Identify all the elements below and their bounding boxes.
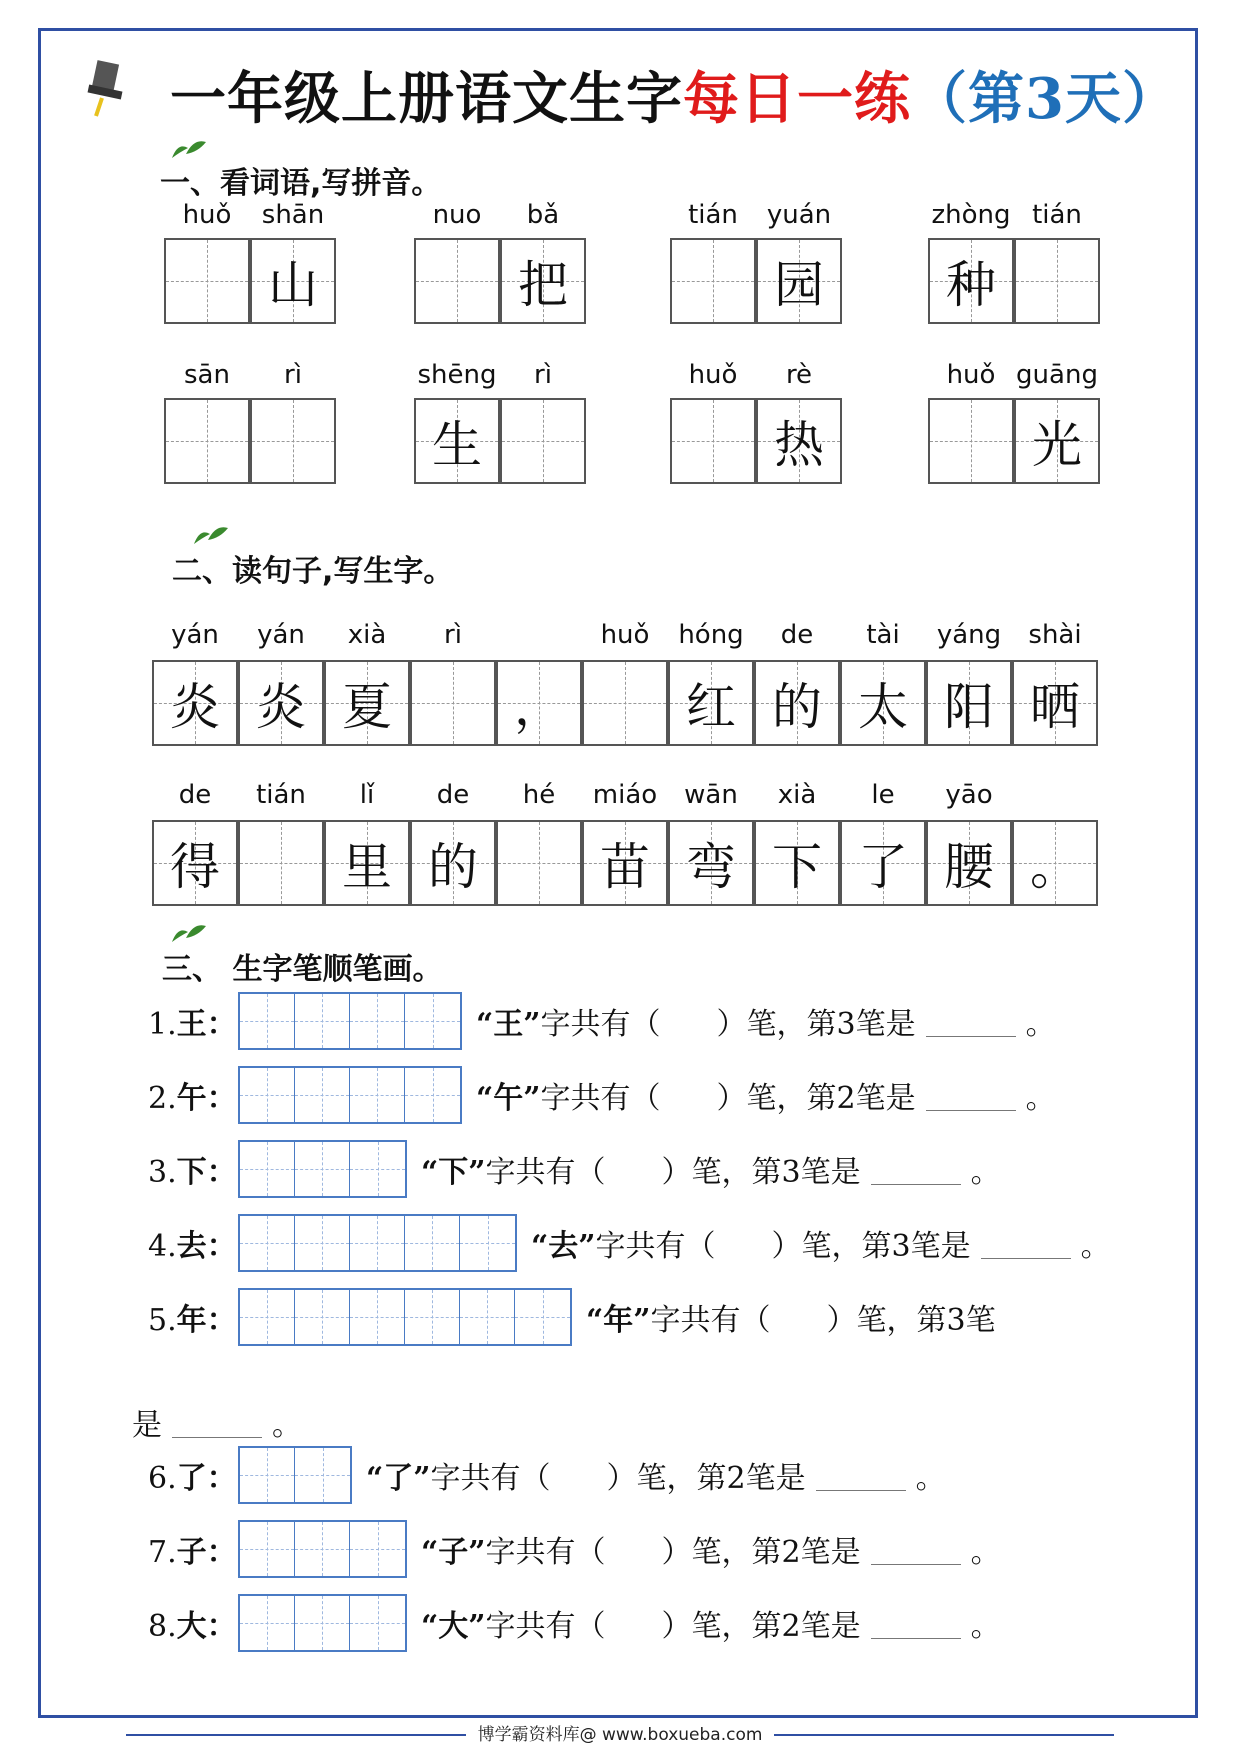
stroke-question	[148, 1520, 1001, 1578]
tianzige-cell[interactable]	[410, 660, 496, 746]
tianzige-cell[interactable]	[1012, 660, 1098, 746]
stroke-writing-grid[interactable]	[238, 1066, 462, 1124]
stroke-question	[148, 1288, 996, 1346]
question-number: 3.下：	[148, 1155, 237, 1190]
tianzige-cell[interactable]	[928, 238, 1014, 324]
tianzige-cell[interactable]	[582, 660, 668, 746]
tianzige-cell[interactable]	[500, 238, 586, 324]
question-number: 8.大：	[148, 1609, 237, 1644]
stroke-cell[interactable]	[295, 1142, 350, 1196]
tianzige-cell[interactable]	[152, 660, 238, 746]
cell-character: 园	[774, 256, 824, 314]
stroke-cell[interactable]	[405, 994, 460, 1048]
cell-character: 得	[170, 838, 220, 896]
pinyin-label: huǒ	[600, 620, 650, 650]
pinyin-label: xià	[777, 780, 817, 810]
quoted-character: “去”	[531, 1229, 596, 1264]
tianzige-cell[interactable]	[928, 398, 1014, 484]
pinyin-label: yāo	[945, 780, 993, 810]
question-text: 字共有（	[540, 1007, 661, 1042]
question-text: 字共有（	[485, 1535, 606, 1570]
pinyin-label: xià	[347, 620, 387, 650]
cell-character: ，	[514, 678, 564, 736]
stroke-cell[interactable]	[240, 1216, 295, 1270]
question-text: 字共有（	[650, 1303, 771, 1338]
stroke-writing-grid[interactable]	[238, 1214, 517, 1272]
section3-heading: 三、 生字笔顺笔画。	[162, 952, 443, 987]
tianzige-cell[interactable]	[670, 398, 756, 484]
tianzige-cell[interactable]	[926, 820, 1012, 906]
tianzige-cell[interactable]	[414, 238, 500, 324]
cell-character: 生	[432, 416, 482, 474]
cell-character: 把	[518, 256, 568, 314]
stroke-writing-grid[interactable]	[238, 992, 462, 1050]
answer-blank[interactable]	[981, 1228, 1071, 1259]
cell-character	[502, 400, 584, 482]
stroke-cell[interactable]	[460, 1216, 515, 1270]
stroke-cell[interactable]	[460, 1290, 515, 1344]
question-text: ）笔，第2笔是	[606, 1461, 806, 1496]
pinyin-label: shān	[261, 200, 325, 230]
question-number: 2.午：	[148, 1081, 237, 1116]
pinyin-label: miáo	[592, 780, 658, 810]
cell-character	[672, 400, 754, 482]
tianzige-cell[interactable]	[668, 820, 754, 906]
tianzige-cell[interactable]	[840, 660, 926, 746]
stroke-cell[interactable]	[295, 1290, 350, 1344]
question-text: 字共有（	[485, 1609, 606, 1644]
answer-blank[interactable]	[816, 1460, 906, 1491]
cell-character: 的	[772, 678, 822, 736]
stroke-question	[148, 1214, 1111, 1272]
quoted-character: “年”	[586, 1303, 651, 1338]
quoted-character: “下”	[421, 1155, 486, 1190]
stroke-cell[interactable]	[240, 1448, 295, 1502]
cell-character: 红	[686, 678, 736, 736]
cell-character: 炎	[170, 678, 220, 736]
stroke-question	[148, 992, 1056, 1050]
pinyin-label: huǒ	[946, 360, 996, 390]
tianzige-cell[interactable]	[324, 660, 410, 746]
question-end: 。	[970, 1609, 1001, 1644]
stroke-writing-grid[interactable]	[238, 1520, 407, 1578]
question-number: 6.了：	[148, 1461, 237, 1496]
question-text: 字共有（	[595, 1229, 716, 1264]
question-text: ）笔，第2笔是	[716, 1081, 916, 1116]
stroke-cell[interactable]	[295, 1216, 350, 1270]
stroke-cell[interactable]	[295, 994, 350, 1048]
cell-character	[584, 662, 666, 744]
tianzige-cell[interactable]	[238, 820, 324, 906]
stroke-cell[interactable]	[350, 1596, 405, 1650]
stroke-cell[interactable]	[240, 1290, 295, 1344]
quoted-character: “子”	[421, 1535, 486, 1570]
stroke-cell[interactable]	[240, 1068, 295, 1122]
question-end: 。	[970, 1155, 1001, 1190]
tianzige-cell[interactable]	[496, 820, 582, 906]
pinyin-label: wān	[684, 780, 738, 810]
pinyin-label: yán	[171, 620, 219, 650]
tianzige-cell[interactable]	[496, 660, 582, 746]
tianzige-cell[interactable]	[582, 820, 668, 906]
stroke-cell[interactable]	[295, 1596, 350, 1650]
question-end: 。	[915, 1461, 946, 1496]
pinyin-label: hóng	[678, 620, 744, 650]
answer-blank[interactable]	[871, 1534, 961, 1565]
question-number: 5.年：	[148, 1303, 237, 1338]
pinyin-label: yuán	[766, 200, 832, 230]
pushpin-icon	[80, 58, 130, 118]
tianzige-cell[interactable]	[1012, 820, 1098, 906]
cell-character: 热	[774, 416, 824, 474]
pinyin-label: rè	[785, 360, 813, 390]
stroke-cell[interactable]	[405, 1290, 460, 1344]
question-text: ）笔，第2笔是	[661, 1535, 861, 1570]
quoted-character: “大”	[421, 1609, 486, 1644]
question-number: 4.去：	[148, 1229, 237, 1264]
answer-blank[interactable]	[172, 1407, 262, 1438]
question-text: 字共有（	[540, 1081, 661, 1116]
cell-character: 了	[858, 838, 908, 896]
cell-character: 夏	[342, 678, 392, 736]
tianzige-cell[interactable]	[324, 820, 410, 906]
answer-blank[interactable]	[871, 1608, 961, 1639]
stroke-cell[interactable]	[350, 1522, 405, 1576]
pinyin-label: lǐ	[359, 780, 375, 810]
pinyin-label: rì	[284, 360, 302, 390]
pinyin-label: hé	[522, 780, 556, 810]
pinyin-label: tián	[1032, 200, 1082, 230]
leaf-icon	[168, 922, 208, 944]
question-end: 。	[970, 1535, 1001, 1570]
pinyin-label: tián	[256, 780, 306, 810]
pinyin-label: sān	[184, 360, 230, 390]
pinyin-label: yán	[257, 620, 305, 650]
cell-character	[416, 240, 498, 322]
tianzige-cell[interactable]	[152, 820, 238, 906]
stroke-cell[interactable]	[350, 1216, 405, 1270]
stroke-cell[interactable]	[350, 1290, 405, 1344]
stroke-writing-grid[interactable]	[238, 1594, 407, 1652]
pinyin-label: de	[436, 780, 470, 810]
stroke-cell[interactable]	[405, 1216, 460, 1270]
tianzige-cell[interactable]	[926, 660, 1012, 746]
cell-character	[166, 240, 248, 322]
pinyin-label: bǎ	[526, 200, 560, 230]
stroke-question	[148, 1594, 1001, 1652]
stroke-cell[interactable]	[240, 1596, 295, 1650]
pinyin-label: huǒ	[182, 200, 232, 230]
tianzige-cell[interactable]	[670, 238, 756, 324]
stroke-cell[interactable]	[350, 994, 405, 1048]
pinyin-label: guāng	[1016, 360, 1098, 390]
cell-character	[672, 240, 754, 322]
stroke-cell[interactable]	[515, 1290, 570, 1344]
section2-heading: 二、读句子,写生字。	[172, 554, 454, 589]
cell-character: 种	[946, 256, 996, 314]
cell-character: 阳	[944, 678, 994, 736]
tianzige-cell[interactable]	[756, 398, 842, 484]
question-text: 字共有（	[430, 1461, 551, 1496]
stroke-cell[interactable]	[350, 1068, 405, 1122]
tianzige-cell[interactable]	[754, 820, 840, 906]
stroke-cell[interactable]	[240, 1522, 295, 1576]
section1-heading: 一、看词语,写拼音。	[160, 166, 442, 201]
question-text: ）笔，第3笔	[826, 1303, 996, 1338]
stroke-question	[148, 1066, 1056, 1124]
answer-blank[interactable]	[926, 1006, 1016, 1037]
quoted-character: “了”	[366, 1461, 431, 1496]
tianzige-cell[interactable]	[164, 238, 250, 324]
stroke-cell[interactable]	[295, 1448, 350, 1502]
pinyin-label: huǒ	[688, 360, 738, 390]
question-text: ）笔，第2笔是	[661, 1609, 861, 1644]
tianzige-cell[interactable]	[754, 660, 840, 746]
stroke-writing-grid[interactable]	[238, 1140, 407, 1198]
stroke-cell[interactable]	[240, 994, 295, 1048]
question-text: ）笔，第3笔是	[716, 1007, 916, 1042]
pinyin-label: nuo	[432, 200, 482, 230]
question-number: 1.王：	[148, 1007, 237, 1042]
cell-character: 苗	[600, 838, 650, 896]
cell-character	[498, 822, 580, 904]
cell-character	[252, 400, 334, 482]
cell-character	[240, 822, 322, 904]
page-title: 一年级上册语文生字每日一练（第3天）	[170, 66, 1179, 132]
pinyin-label: tián	[688, 200, 738, 230]
question-text: ）笔，第3笔是	[661, 1155, 861, 1190]
pinyin-label: rì	[534, 360, 552, 390]
stroke-cell[interactable]	[295, 1522, 350, 1576]
pinyin-label: de	[178, 780, 212, 810]
pinyin-label: shài	[1028, 620, 1082, 650]
pinyin-label: de	[780, 620, 814, 650]
tianzige-cell[interactable]	[500, 398, 586, 484]
question-end: 。	[1080, 1229, 1111, 1264]
stroke-cell[interactable]	[350, 1142, 405, 1196]
leaf-icon	[168, 138, 208, 160]
stroke-question	[148, 1446, 946, 1504]
tianzige-cell[interactable]	[414, 398, 500, 484]
question-text: ）笔，第3笔是	[771, 1229, 971, 1264]
cell-character	[412, 662, 494, 744]
pinyin-label: tài	[866, 620, 900, 650]
tianzige-cell[interactable]	[1014, 398, 1100, 484]
pinyin-label: yáng	[936, 620, 1002, 650]
tianzige-cell[interactable]	[164, 398, 250, 484]
cell-character: 腰	[944, 838, 994, 896]
question-end: 。	[1025, 1007, 1056, 1042]
cell-character: 下	[772, 838, 822, 896]
cell-character: 。	[1030, 838, 1080, 896]
cell-character	[166, 400, 248, 482]
cell-character: 的	[428, 838, 478, 896]
quoted-character: “王”	[476, 1007, 541, 1042]
tianzige-cell[interactable]	[238, 660, 324, 746]
cell-character: 里	[342, 838, 392, 896]
cell-character: 弯	[686, 838, 736, 896]
tianzige-cell[interactable]	[756, 238, 842, 324]
cell-character: 炎	[256, 678, 306, 736]
question-end: 。	[1025, 1081, 1056, 1116]
pinyin-label: shēng	[417, 360, 497, 390]
tianzige-cell[interactable]	[250, 238, 336, 324]
question-text: 字共有（	[485, 1155, 606, 1190]
stroke-writing-grid[interactable]	[238, 1446, 352, 1504]
pinyin-label: le	[871, 780, 895, 810]
pinyin-label: zhòng	[931, 200, 1011, 230]
footer: 博学霸资料库@ www.boxueba.com	[0, 1720, 1240, 1745]
leaf-icon	[190, 524, 230, 546]
stroke-question	[148, 1140, 1001, 1198]
stroke-cell[interactable]	[240, 1142, 295, 1196]
cell-character	[930, 400, 1012, 482]
cell-character	[1016, 240, 1098, 322]
tianzige-cell[interactable]	[840, 820, 926, 906]
cell-character: 山	[268, 256, 318, 314]
q5-continuation: 是 。	[132, 1408, 302, 1443]
cell-character: 太	[858, 678, 908, 736]
answer-blank[interactable]	[871, 1154, 961, 1185]
stroke-cell[interactable]	[405, 1068, 460, 1122]
cell-character: 晒	[1030, 678, 1080, 736]
quoted-character: “午”	[476, 1081, 541, 1116]
stroke-writing-grid[interactable]	[238, 1288, 572, 1346]
tianzige-cell[interactable]	[668, 660, 754, 746]
pinyin-label: rì	[444, 620, 462, 650]
tianzige-cell[interactable]	[410, 820, 496, 906]
tianzige-cell[interactable]	[250, 398, 336, 484]
tianzige-cell[interactable]	[1014, 238, 1100, 324]
stroke-cell[interactable]	[295, 1068, 350, 1122]
cell-character: 光	[1032, 416, 1082, 474]
answer-blank[interactable]	[926, 1080, 1016, 1111]
question-number: 7.子：	[148, 1535, 237, 1570]
